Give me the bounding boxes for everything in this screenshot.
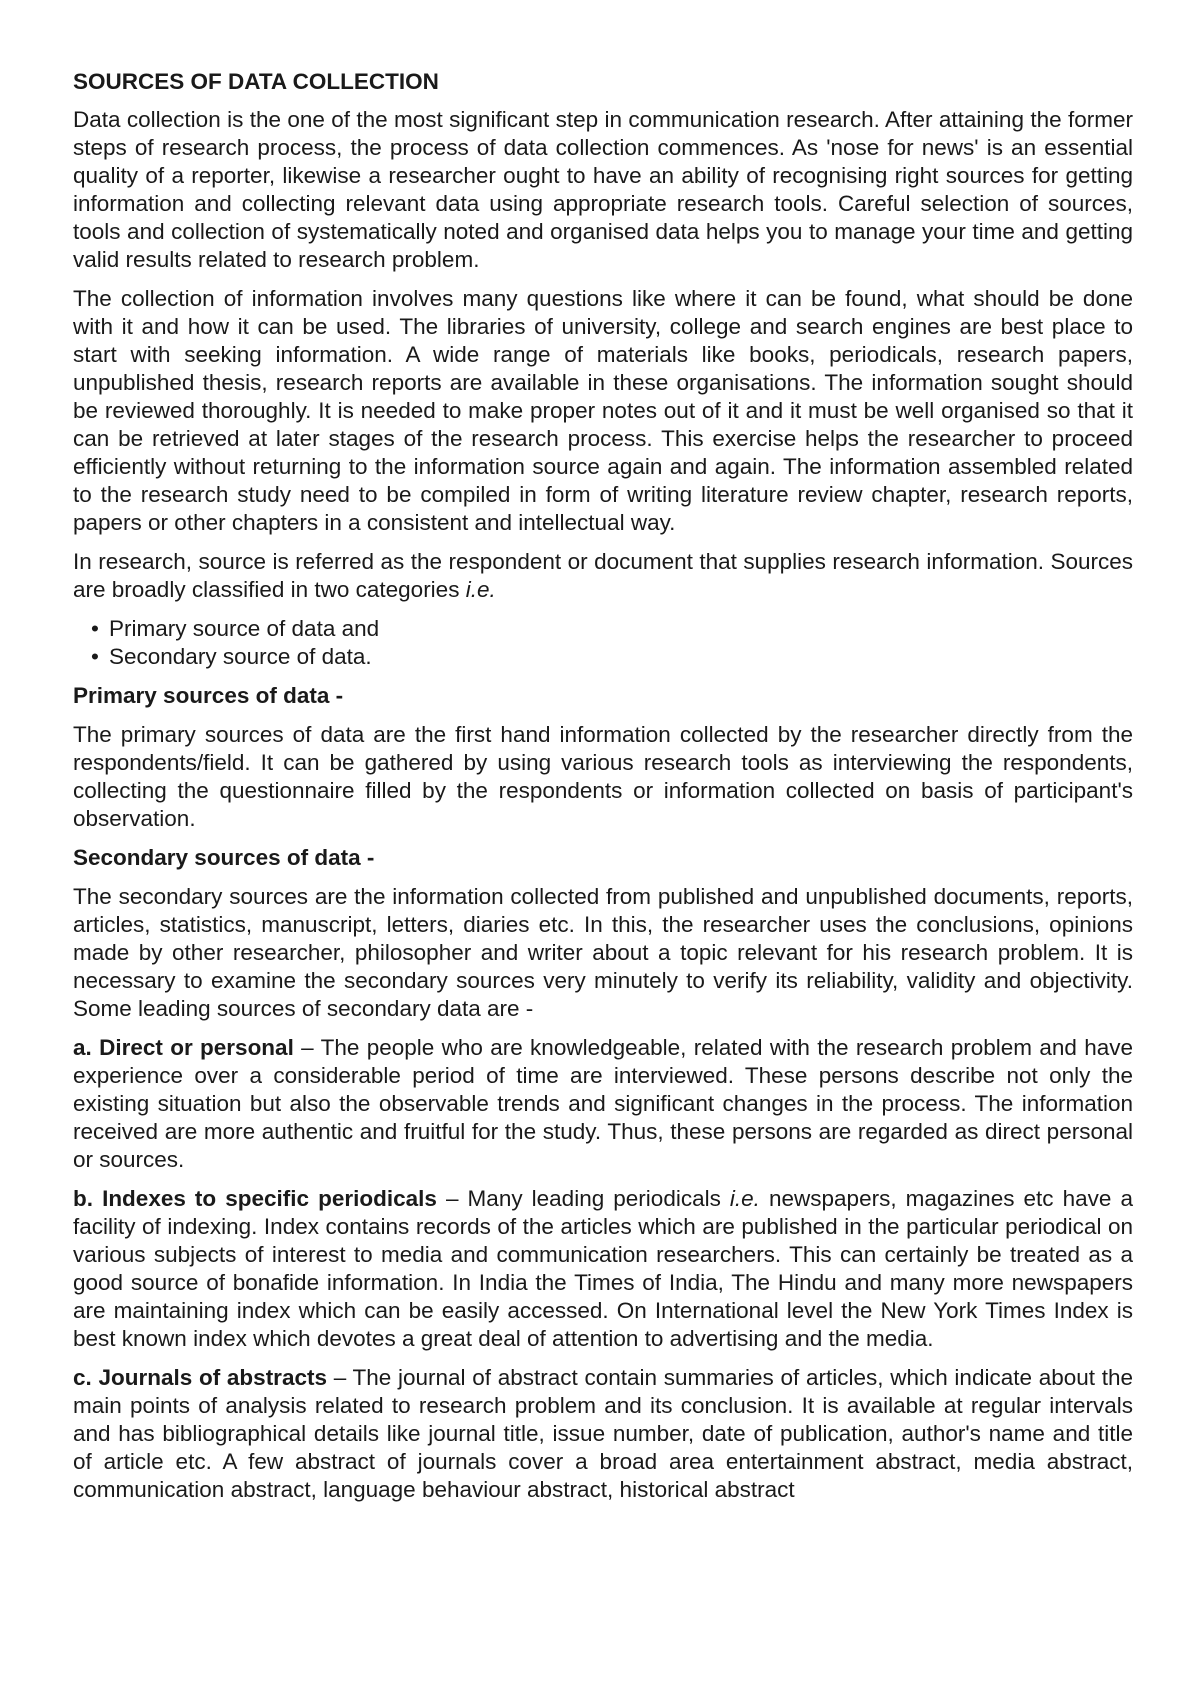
intro-paragraph-2: The collection of information involves many questions like where it can be found, what should be done with it and how it can be used. The libraries of university, college and search engines are best place to start with seeking information. A wide range of materials like books, periodicals, research papers, unpublished thesis, research reports are available in these organisations. The information sought should be reviewed thoroughly. It is needed to make proper notes out of it and it must be well organised so that it can be retrieved at later stages of the research process. This exercise helps the researcher to proceed efficiently without returning to the information source again and again. The information assembled related to the research study need to be compiled in form of writing literature review chapter, research reports, papers or other chapters in a consistent and intellectual way. bbox=[73, 286, 1133, 535]
list-item bbox=[91, 615, 1133, 643]
item-direct-personal-term: a. Direct or personal bbox=[73, 1035, 294, 1060]
bullet-icon: • bbox=[91, 616, 99, 641]
secondary-sources-paragraph: The secondary sources are the information collected from published and unpublished documents, reports, articles, statistics, manuscript, letters, diaries etc. In this, the researcher uses the conclusions, opinions made by other researcher, philosopher and writer about a topic relevant for his research problem. It is necessary to examine the secondary sources very minutely to verify its reliability, validity and objectivity. Some leading sources of secondary data are - bbox=[73, 884, 1133, 1021]
page-title: SOURCES OF DATA COLLECTION bbox=[73, 69, 439, 94]
item-direct-personal bbox=[73, 1034, 1133, 1174]
item-direct-personal-text: – The people who are knowledgeable, related with the research problem and have experience over a considerable period of time are interviewed. These persons describe not only the existing situation but also the observable trends and significant changes in the process. The information received are more authentic and fruitful for the study. Thus, these persons are regarded as direct personal or sources. bbox=[73, 1035, 1133, 1172]
list-item-text: Primary source of data and bbox=[109, 616, 380, 641]
source-categories-list bbox=[73, 615, 1133, 671]
item-indexes-periodicals bbox=[73, 1185, 1133, 1353]
item-journals-abstracts bbox=[73, 1364, 1133, 1504]
document-page bbox=[73, 68, 1133, 1504]
item-indexes-periodicals-term: b. Indexes to specific periodicals bbox=[73, 1186, 437, 1211]
primary-sources-heading: Primary sources of data - bbox=[73, 683, 344, 708]
bullet-icon: • bbox=[91, 644, 99, 669]
list-item-text: Secondary source of data. bbox=[109, 644, 372, 669]
item-journals-abstracts-term: c. Journals of abstracts bbox=[73, 1365, 327, 1390]
intro-paragraph-3-ie: i.e. bbox=[465, 577, 496, 602]
intro-paragraph-1: Data collection is the one of the most significant step in communication research. After attaining the former steps of research process, the process of data collection commences. As 'nose for news' is an essential quality of a reporter, likewise a researcher ought to have an ability of recognising right sources for getting information and collecting relevant data using appropriate research tools. Careful selection of sources, tools and collection of systematically noted and organised data helps you to manage your time and getting valid results related to research problem. bbox=[73, 107, 1133, 272]
intro-paragraph-3 bbox=[73, 548, 1133, 604]
secondary-sources-heading: Secondary sources of data - bbox=[73, 845, 375, 870]
primary-sources-paragraph: The primary sources of data are the first hand information collected by the researcher directly from the respondents/field. It can be gathered by using various research tools as interviewing the respondents, collecting the questionnaire filled by the respondents or information collected on basis of participant's observation. bbox=[73, 722, 1133, 831]
intro-paragraph-3-text: In research, source is referred as the respondent or document that supplies research information. Sources are broadly classified in two categories bbox=[73, 549, 1133, 602]
item-journals-abstracts-text: – The journal of abstract contain summaries of articles, which indicate about the main points of analysis related to research problem and its conclusion. It is available at regular intervals and has bibliographical details like journal title, issue number, date of publication, author's name and title of article etc. A few abstract of journals cover a broad area entertainment abstract, media abstract, communication abstract, language behaviour abstract, historical abstract bbox=[73, 1365, 1133, 1502]
item-indexes-periodicals-text-pre: – Many leading periodicals bbox=[436, 1186, 730, 1211]
item-indexes-periodicals-text-post: newspapers, magazines etc have a facility of indexing. Index contains records of the articles which are published in the particular periodical on various subjects of interest to media and communication researchers. This can certainly be treated as a good source of bonafide information. In India the Times of India, The Hindu and many more newspapers are maintaining index which can be easily accessed. On International level the New York Times Index is best known index which devotes a great deal of attention to advertising and the media. bbox=[73, 1186, 1133, 1351]
item-indexes-periodicals-ie: i.e. bbox=[729, 1186, 760, 1211]
list-item bbox=[91, 643, 1133, 671]
